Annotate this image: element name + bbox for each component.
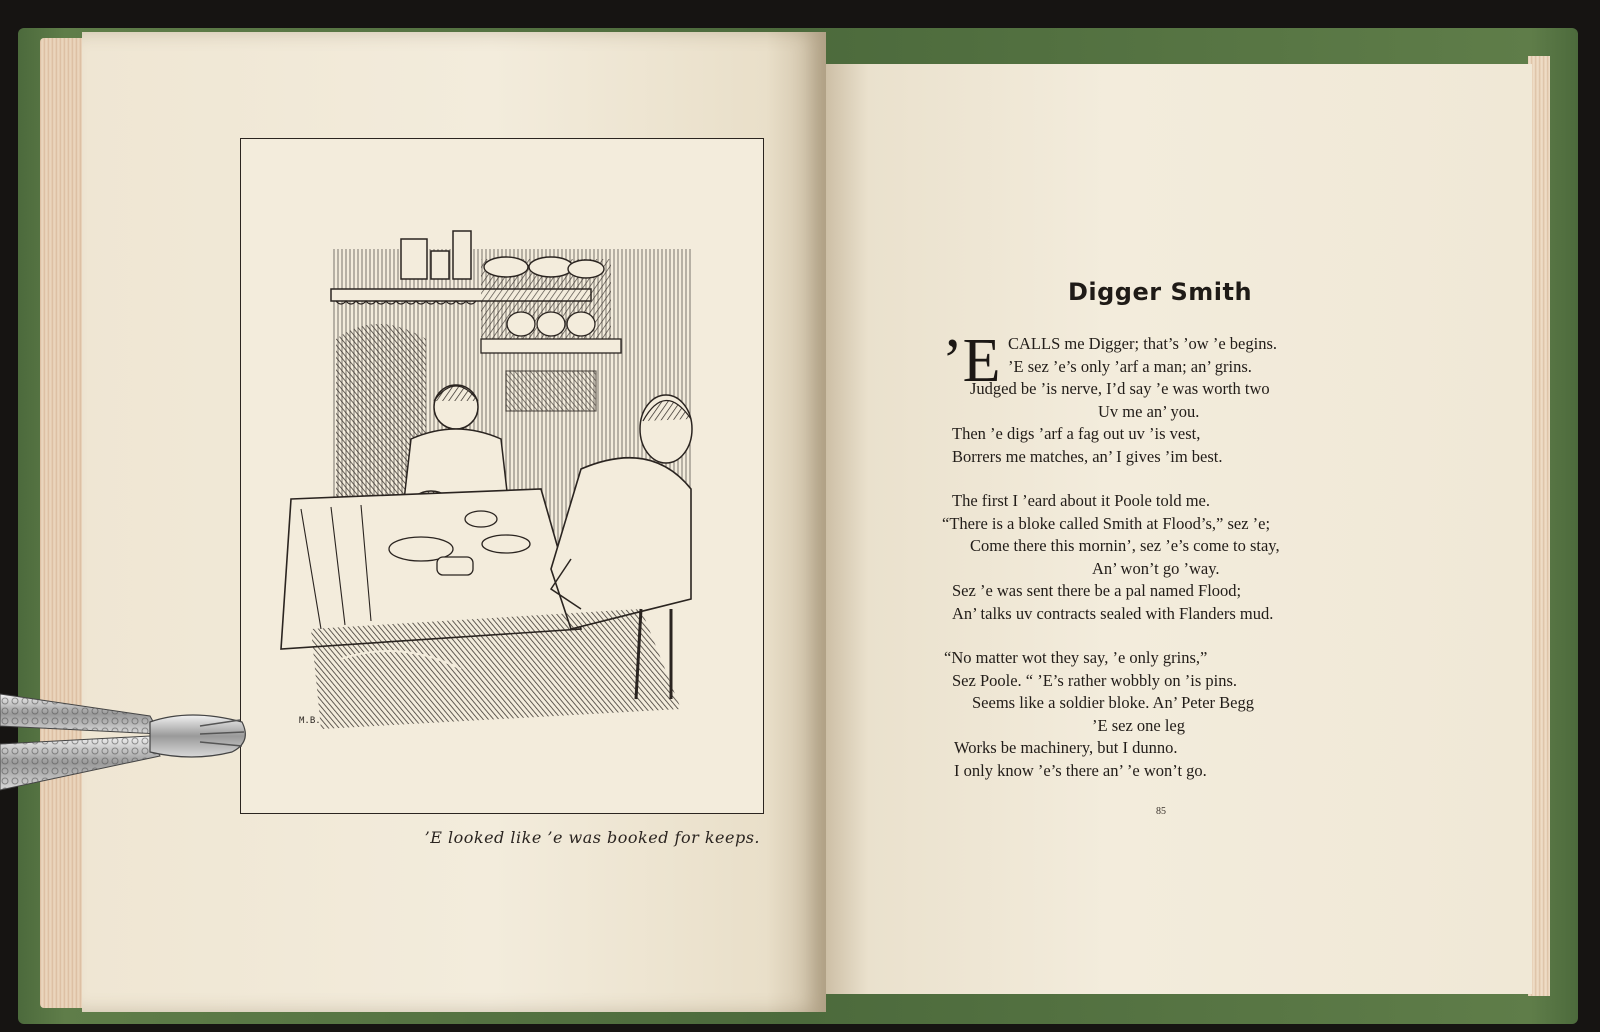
verse-line: Sez Poole. “ ’E’s rather wobbly on ’is pins.	[952, 670, 1238, 690]
verse-line: CALLS me Digger; that’s ’ow ’e begins.	[1008, 334, 1277, 353]
poem-title: Digger Smith	[1067, 278, 1253, 306]
verse-line: Seems like a soldier bloke. An’ Peter Begg	[972, 693, 1254, 712]
illustration	[240, 138, 764, 814]
verse-line: ’E sez one leg	[1092, 715, 1185, 735]
verse-line: Then ’e digs ’arf a fag out uv ’is vest,	[952, 424, 1201, 443]
stanza-1	[940, 333, 1380, 468]
verse-line: ’E sez ’e’s only ’arf a man; an’ grins.	[1008, 356, 1252, 376]
verse-line: Borrers me matches, an’ I gives ’im best.	[952, 446, 1223, 466]
stanza-3	[940, 647, 1380, 782]
verse-line: Come there this mornin’, sez ’e’s come to stay,	[970, 536, 1280, 555]
illustration-caption: ’E looked like ’e was booked for keeps.	[424, 828, 760, 847]
verse-line: Works be machinery, but I dunno.	[954, 738, 1178, 757]
artist-signature: M.B.	[299, 716, 321, 726]
verse-line: An’ talks uv contracts sealed with Flanders mud.	[952, 603, 1274, 623]
verse-line: I only know ’e’s there an’ ’e won’t go.	[954, 760, 1207, 780]
verse-line: “No matter wot they say, ’e only grins,”	[944, 648, 1208, 667]
verse-line: The first I ’eard about it Poole told me.	[952, 491, 1210, 510]
verse-line: “There is a bloke called Smith at Flood’s,” sez ’e;	[942, 513, 1271, 533]
page-number: 85	[1156, 806, 1166, 817]
kitchen-illustration	[241, 139, 763, 813]
verse-line: Judged be ’is nerve, I’d say ’e was worth two	[970, 379, 1270, 398]
silver-page-clip	[0, 686, 280, 806]
verse-line: An’ won’t go ’way.	[1092, 558, 1220, 578]
drop-cap: ’E	[942, 327, 1001, 395]
verse-line: Uv me an’ you.	[1098, 401, 1200, 421]
stanza-2	[940, 490, 1380, 625]
verse-line: Sez ’e was sent there be a pal named Flood;	[952, 581, 1242, 600]
